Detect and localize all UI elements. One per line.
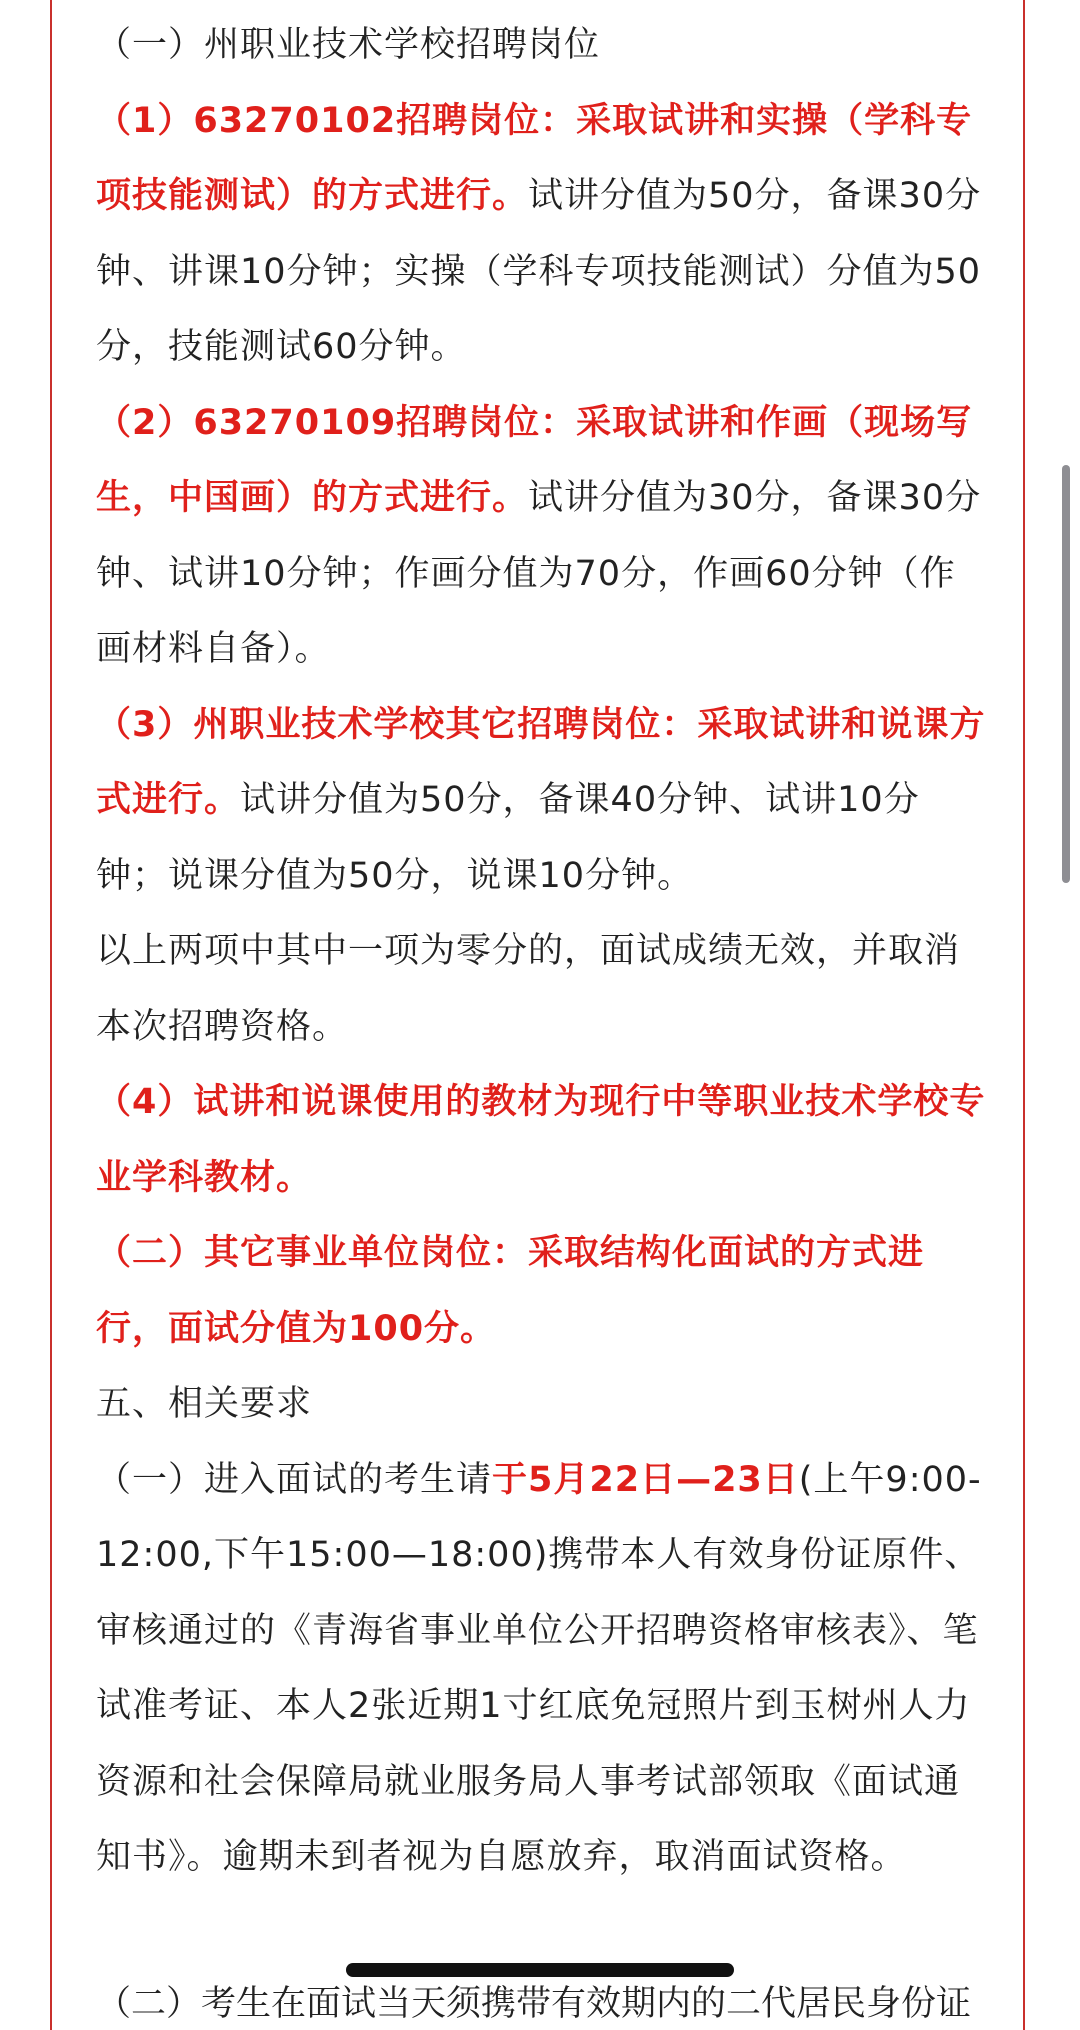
paragraph-post-1: [96, 84, 986, 386]
post-2-method: （2）63270109招聘岗位：采取试讲和作画（现场写生，中国画）的方式进行。: [96, 402, 973, 518]
post-3-method: （3）州职业技术学校其它招聘岗位：采取试讲和说课方式进行。: [96, 704, 986, 820]
post-1-details: 试讲分值为50分，备课30分钟、讲课10分钟；实操（学科专项技能测试）分值为50分，技能测试60分钟。: [96, 176, 982, 367]
article-body: [96, 8, 986, 1896]
paragraph-post-2: [96, 386, 986, 688]
paragraph-textbook-note: [96, 1065, 986, 1216]
requirement-1-details: (上午9:00-12:00,下午15:00—18:00)携带本人有效身份证原件、审核通过的《青海省事业单位公开招聘资格审核表》、笔试准考证、本人2张近期1寸红底免冠照片到玉树州人力资源和社会保障局就业服务局人事考试部领取《面试通知书》。逾期未到者视为自愿放弃，取消面试资格。: [96, 1459, 982, 1877]
post-3-details: 试讲分值为50分，备课40分钟、试讲10分钟；说课分值为50分，说课10分钟。: [96, 780, 920, 896]
section-heading-vocational-school: （一）州职业技术学校招聘岗位: [96, 25, 601, 65]
paragraph-requirement-1: [96, 1443, 986, 1896]
post-1-method: （1）63270102招聘岗位：采取试讲和实操（学科专项技能测试）的方式进行。: [96, 100, 973, 216]
section-heading-requirements: 五、相关要求: [96, 1384, 313, 1424]
paragraph-requirement-2-partial: （二）考生在面试当天须携带有效期内的二代居民身份证: [96, 1984, 972, 2024]
paragraph-zero-score-rule: 以上两项中其中一项为零分的，面试成绩无效，并取消本次招聘资格。: [96, 931, 961, 1047]
home-indicator[interactable]: [346, 1963, 734, 1977]
paragraph-other-units: [96, 1216, 986, 1367]
textbook-note: （4）试讲和说课使用的教材为现行中等职业技术学校专业学科教材。: [96, 1082, 986, 1198]
requirement-1-intro: （一）进入面试的考生请: [96, 1459, 493, 1500]
other-units-method: （二）其它事业单位岗位：采取结构化面试的方式进行，面试分值为100分。: [96, 1233, 925, 1349]
scrollbar-thumb[interactable]: [1062, 465, 1070, 883]
requirement-1-date: 于5月22日—23日: [492, 1459, 799, 1500]
post-2-details: 试讲分值为30分，备课30分钟、试讲10分钟；作画分值为70分，作画60分钟（作画材料自备）。: [96, 478, 982, 669]
paragraph-post-3: [96, 688, 986, 915]
